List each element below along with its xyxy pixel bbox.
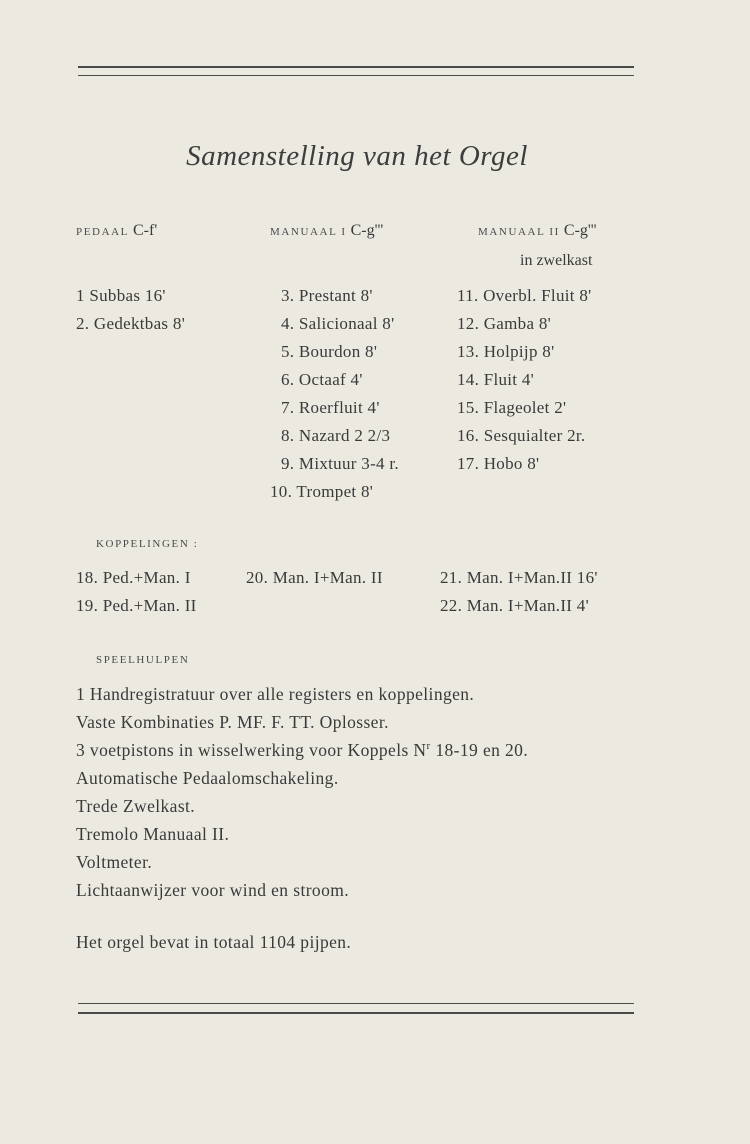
- register-manuaal2-11: 11. Overbl. Fluit 8': [457, 286, 592, 305]
- speelhulp-line-4: Automatische Pedaalomschakeling.: [76, 768, 339, 788]
- register-manuaal1-8: 8. Nazard 2 2/3: [281, 426, 391, 445]
- register-manuaal1-9: 9. Mixtuur 3-4 r.: [281, 454, 399, 473]
- register-manuaal2-16: 16. Sesquialter 2r.: [457, 426, 586, 445]
- register-manuaal2-14: 14. Fluit 4': [457, 370, 535, 389]
- header-pedaal: PEDAAL C-f': [76, 222, 158, 239]
- register-manuaal1-4: 4. Salicionaal 8': [281, 314, 395, 333]
- register-pedaal-2: 2. Gedektbas 8': [76, 314, 186, 333]
- register-manuaal2-15: 15. Flageolet 2': [457, 398, 567, 417]
- register-pedaal-1: 1 Subbas 16': [76, 286, 166, 305]
- koppeling-21: 21. Man. I+Man.II 16': [440, 568, 598, 587]
- register-manuaal1-6: 6. Octaaf 4': [281, 370, 363, 389]
- register-manuaal2-12: 12. Gamba 8': [457, 314, 552, 333]
- koppeling-20: 20. Man. I+Man. II: [246, 568, 383, 587]
- speelhulp-line-2: Vaste Kombinaties P. MF. F. TT. Oplosser.: [76, 712, 389, 732]
- register-manuaal1-10: 10. Trompet 8': [270, 482, 374, 501]
- koppelingen-heading: KOPPELINGEN :: [96, 538, 199, 550]
- koppeling-22: 22. Man. I+Man.II 4': [440, 596, 589, 615]
- page-title: Samenstelling van het Orgel: [186, 140, 528, 172]
- header-manuaal-2-sub: in zwelkast: [520, 252, 593, 269]
- koppeling-18: 18. Ped.+Man. I: [76, 568, 191, 587]
- speelhulp-line-1: 1 Handregistratuur over alle registers en koppelingen.: [76, 684, 475, 704]
- speelhulp-line-6: Tremolo Manuaal II.: [76, 824, 230, 844]
- header-manuaal-1: MANUAAL I C-g''': [270, 222, 384, 239]
- speelhulp-line-7: Voltmeter.: [76, 852, 153, 872]
- total-pipes: Het orgel bevat in totaal 1104 pijpen.: [76, 932, 352, 952]
- register-manuaal1-7: 7. Roerfluit 4': [281, 398, 380, 417]
- speelhulp-line-5: Trede Zwelkast.: [76, 796, 196, 816]
- top-rule-thick: [78, 66, 634, 68]
- koppeling-19: 19. Ped.+Man. II: [76, 596, 197, 615]
- register-manuaal2-13: 13. Holpijp 8': [457, 342, 555, 361]
- register-manuaal1-5: 5. Bourdon 8': [281, 342, 378, 361]
- register-manuaal2-17: 17. Hobo 8': [457, 454, 540, 473]
- header-manuaal-2: MANUAAL II C-g''': [478, 222, 597, 239]
- register-manuaal1-3: 3. Prestant 8': [281, 286, 373, 305]
- speelhulp-line-3: 3 voetpistons in wisselwerking voor Koppels $N^r$ 18-19 en 20.: [76, 740, 529, 760]
- bottom-rule-thin: [78, 1003, 634, 1004]
- top-rule-thin: [78, 75, 634, 76]
- speelhulpen-heading: SPEELHULPEN: [96, 654, 190, 666]
- speelhulp-line-8: Lichtaanwijzer voor wind en stroom.: [76, 880, 350, 900]
- bottom-rule-thick: [78, 1012, 634, 1014]
